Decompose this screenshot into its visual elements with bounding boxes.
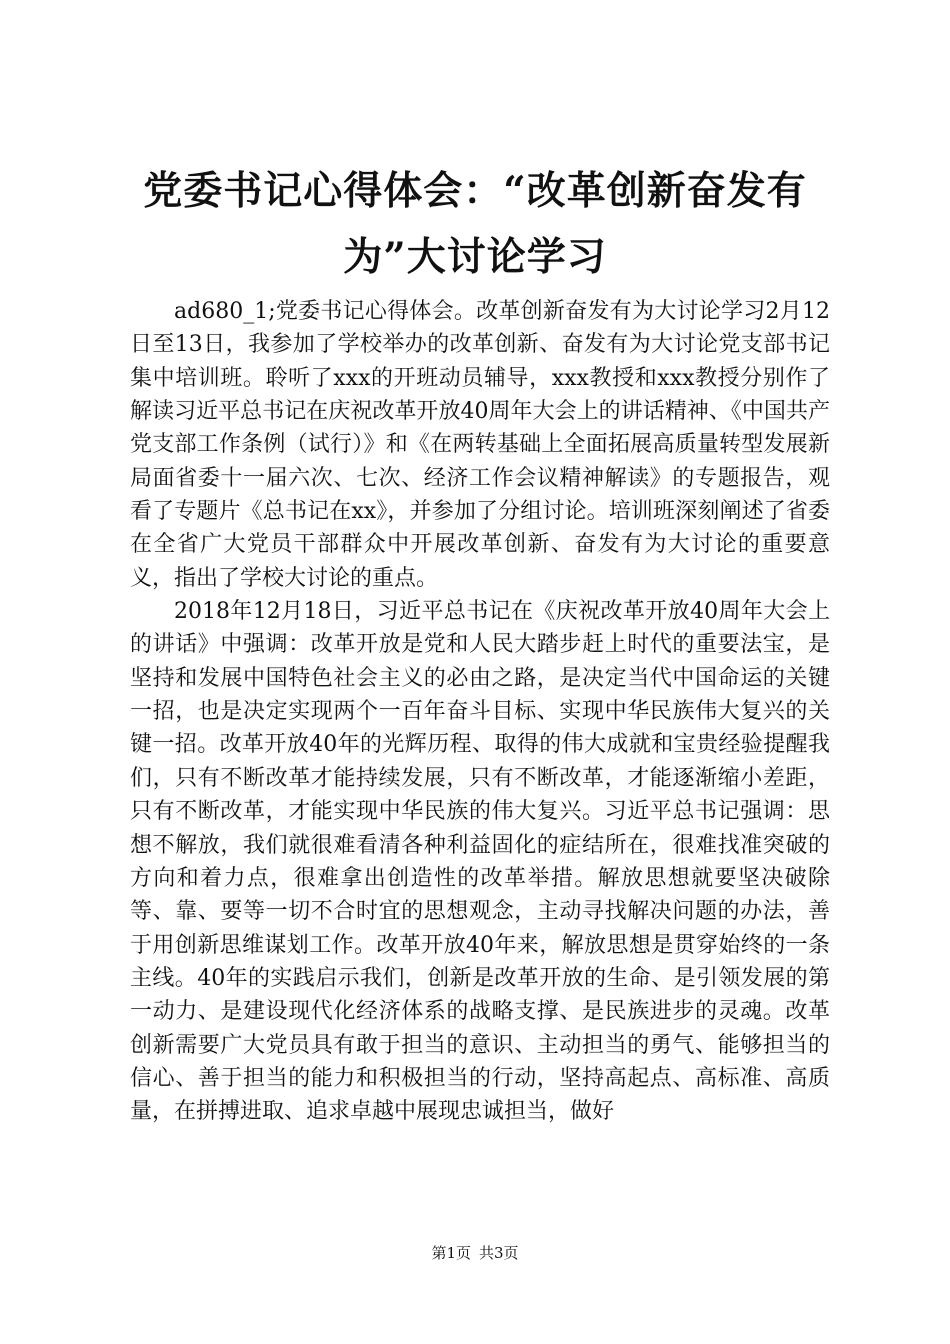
paragraph-2: 2018年12月18日，习近平总书记在《庆祝改革开放40周年大会上的讲话》中强调：改革开放是党和人民大踏步赶上时代的重要法宝，是坚持和发展中国特色社会主义的必由之路，是决定当代中国命运的关键一招，也是决定实现两个一百年奋斗目标、实现中华民族伟大复兴的关键一招。改革开放40年的光辉历程、取得的伟大成就和宝贵经验提醒我们，只有不断改革才能持续发展，只有不断改革，才能逐渐缩小差距，只有不断改革，才能实现中华民族的伟大复兴。习近平总书记强调：思想不解放，我们就很难看清各种利益固化的症结所在，很难找准突破的方向和着力点，很难拿出创造性的改革举措。解放思想就要坚决破除等、靠、要等一切不合时宜的思想观念，主动寻找解决问题的办法，善于用创新思维谋划工作。改革开放40年来，解放思想是贯穿始终的一条主线。40年的实践启示我们，创新是改革开放的生命、是引领发展的第一动力、是建设现代化经济体系的战略支撑、是民族进步的灵魂。改革创新需要广大党员具有敢于担当的意识、主动担当的勇气、能够担当的信心、善于担当的能力和积极担当的行动，坚持高起点、高标准、高质量，在拼搏进取、追求卓越中展现忠诚担当，做好 [130,599,830,1125]
document-title: 党委书记心得体会：“改革创新奋发有为”大讨论学习 [143,168,807,280]
paragraph-1: ad680_1;党委书记心得体会。改革创新奋发有为大讨论学习2月12日至13日，我参加了学校举办的改革创新、奋发有为大讨论党支部书记集中培训班。聆听了xxx的开班动员辅导，xxx教授和xxx教授分别作了解读习近平总书记在庆祝改革开放40周年大会上的讲话精神、《中国共产党支部工作条例（试行）》和《在两转基础上全面拓展高质量转型发展新局面省委十一届六次、七次、经济工作会议精神解读》的专题报告，观看了专题片《总书记在xx》，并参加了分组讨论。培训班深刻阐述了省委在全省广大党员干部群众中开展改革创新、奋发有为大讨论的重要意义，指出了学校大讨论的重点。 [130,299,830,591]
page-number-current: 第1页 [431,1244,471,1262]
page-footer [0,1243,950,1263]
page-number-total: 共3页 [479,1244,519,1262]
document-body [130,295,830,1129]
